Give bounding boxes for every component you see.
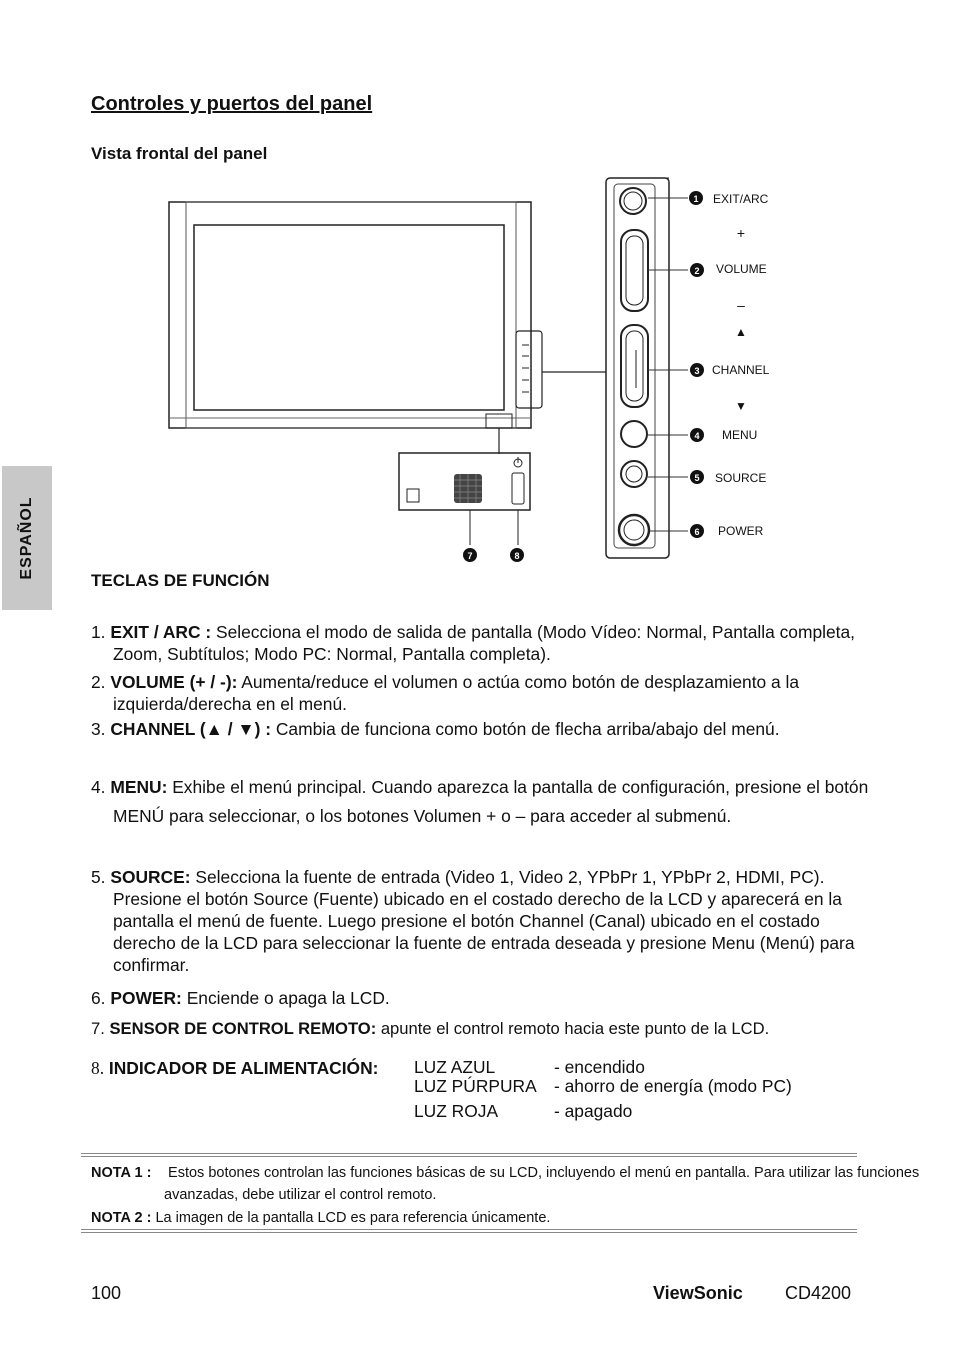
sensor-strip — [486, 414, 512, 428]
divider — [81, 1153, 857, 1157]
list-item: 5. SOURCE: Selecciona la fuente de entrada (Video 1, Video 2, YPbPr 1, YPbPr 2, HDMI, PC). Presione el botón Source (Fuente) ubicado en el costado derecho de la LCD y aparecerá en la pantalla el menú de fuente. Luego presione el botón Channel (Canal) ubicado en el costado derecho de la LCD para seleccionar la fuente de entrada deseada y presione Menu (Menú) para confirmar. — [91, 867, 855, 975]
list-item: 1. EXIT / ARC : Selecciona el modo de salida de pantalla (Modo Vídeo: Normal, Pantalla completa, Zoom, Subtítulos; Modo PC: Normal, Pantalla completa). — [91, 622, 855, 664]
plus-symbol: + — [736, 225, 746, 241]
up-arrow-icon: ▲ — [735, 325, 747, 339]
list-item: 7. SENSOR DE CONTROL REMOTO: apunte el control remoto hacia este punto de la LCD. — [91, 1019, 770, 1038]
volume-button-shape — [621, 230, 648, 311]
power-indicator — [512, 473, 524, 504]
tv-frame — [169, 202, 531, 428]
indicator-blue: LUZ AZUL - encendido — [414, 1057, 645, 1077]
callout-2: 2 — [694, 266, 700, 276]
divider — [81, 1229, 857, 1233]
indicator-red: LUZ ROJA - apagado — [414, 1101, 633, 1121]
tv-screen — [194, 225, 504, 410]
list-item: 6. POWER: Enciende o apaga la LCD. — [91, 988, 390, 1008]
note-2: NOTA 2 : La imagen de la pantalla LCD es para referencia únicamente. — [91, 1210, 551, 1226]
callout-5: 5 — [694, 473, 700, 483]
tv-bezel — [186, 202, 516, 428]
menu-label: MENU — [722, 428, 758, 442]
list-item: 4. MENU: Exhibe el menú principal. Cuando aparezca la pantalla de configuración, presione el botón MENÚ para seleccionar, o los botones Volumen + o – para acceder al submenú. — [91, 777, 869, 826]
minus-symbol: – — [737, 297, 745, 313]
side-button-strip — [516, 331, 542, 408]
callout-7: 7 — [467, 551, 473, 561]
callout-4: 4 — [694, 431, 700, 441]
language-tab-label: ESPAÑOL — [18, 496, 35, 580]
list-item: 2. VOLUME (+ / -): Aumenta/reduce el volumen o actúa como botón de desplazamiento a la izquierda/derecha en el menú. — [91, 672, 800, 714]
channel-label: CHANNEL — [712, 363, 770, 377]
callout-8: 8 — [514, 551, 520, 561]
function-keys-heading: TECLAS DE FUNCIÓN — [91, 571, 270, 590]
brand-name: ViewSonic — [653, 1283, 743, 1303]
callout-6: 6 — [694, 527, 700, 537]
page-title: Controles y puertos del panel — [91, 93, 373, 115]
callout-3: 3 — [694, 366, 700, 376]
page-number: 100 — [91, 1283, 122, 1303]
source-button-shape — [621, 461, 647, 487]
channel-button-shape — [621, 325, 648, 407]
exit-arc-label: EXIT/ARC — [713, 192, 769, 206]
panel-diagram — [0, 0, 954, 580]
menu-button-shape — [621, 421, 647, 447]
list-item: 3. CHANNEL (▲ / ▼) : Cambia de funciona como botón de flecha arriba/abajo del menú. — [91, 719, 780, 739]
down-arrow-icon: ▼ — [735, 399, 747, 413]
source-label: SOURCE — [715, 471, 767, 485]
note-1: NOTA 1 : Estos botones controlan las funciones básicas de su LCD, incluyendo el menú en pantalla. Para utilizar las funciones avanzadas, debe utilizar el control remoto. — [91, 1165, 920, 1203]
list-item-power-indicator: 8. INDICADOR DE ALIMENTACIÓN: — [91, 1058, 379, 1078]
section-subtitle: Vista frontal del panel — [91, 144, 268, 163]
indicator-purple: LUZ PÚRPURA - ahorro de energía (modo PC) — [414, 1076, 792, 1096]
button-column — [606, 178, 669, 558]
model-name: CD4200 — [785, 1283, 852, 1303]
callout-1: 1 — [693, 194, 699, 204]
power-label: POWER — [718, 524, 764, 538]
volume-label: VOLUME — [716, 262, 767, 276]
